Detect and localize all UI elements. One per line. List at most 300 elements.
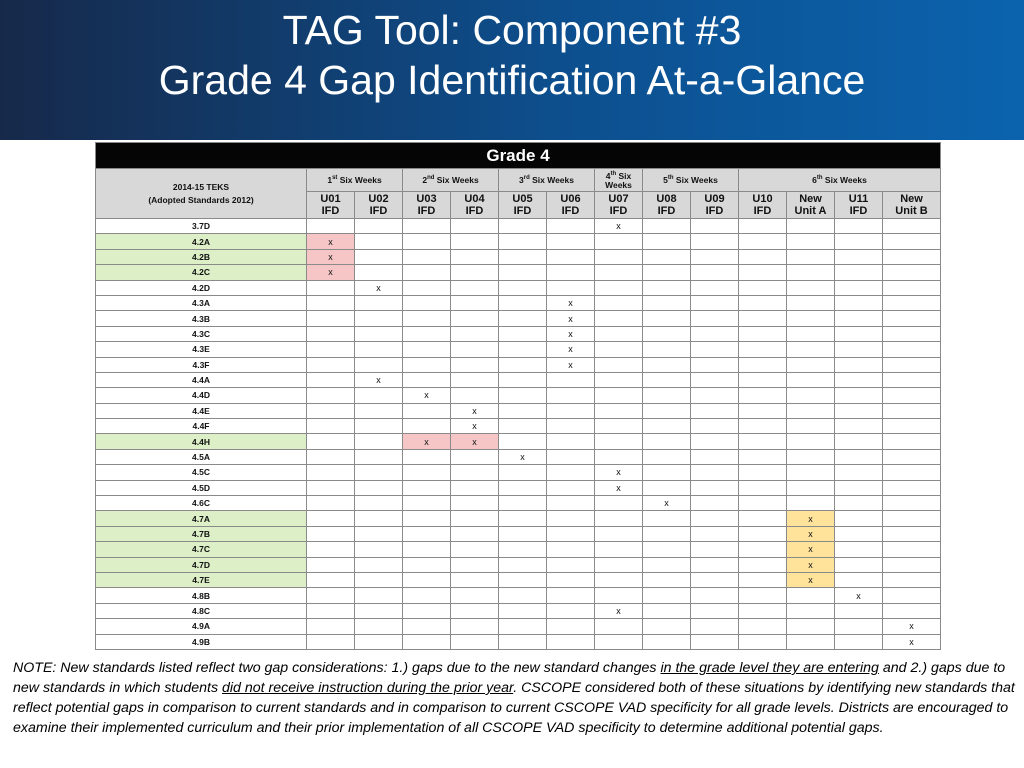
- table-row: [96, 634, 941, 649]
- unit-header: [643, 192, 691, 219]
- standard-cell: 4.7A: [96, 511, 307, 526]
- gap-mark-cell: x: [595, 219, 643, 234]
- table-row: [96, 480, 941, 495]
- empty-cell: [643, 511, 691, 526]
- empty-cell: [451, 634, 499, 649]
- empty-cell: [595, 572, 643, 587]
- empty-cell: [787, 434, 835, 449]
- empty-cell: [451, 496, 499, 511]
- empty-cell: [595, 588, 643, 603]
- empty-cell: [691, 449, 739, 464]
- gap-mark-cell: x: [451, 434, 499, 449]
- empty-cell: [307, 434, 355, 449]
- empty-cell: [595, 542, 643, 557]
- table-row: [96, 449, 941, 464]
- unit-type: IFD: [369, 205, 388, 217]
- empty-cell: [739, 465, 787, 480]
- empty-cell: [499, 311, 547, 326]
- empty-cell: [355, 619, 403, 634]
- empty-cell: [643, 342, 691, 357]
- standard-cell: 4.4E: [96, 403, 307, 418]
- empty-cell: [739, 619, 787, 634]
- gap-mark-cell: x: [643, 496, 691, 511]
- empty-cell: [307, 295, 355, 310]
- empty-cell: [307, 326, 355, 341]
- empty-cell: [787, 465, 835, 480]
- gap-mark-cell: x: [355, 280, 403, 295]
- empty-cell: [307, 480, 355, 495]
- empty-cell: [883, 280, 941, 295]
- empty-cell: [835, 619, 883, 634]
- six-weeks-ordinal: 3: [519, 175, 524, 185]
- empty-cell: [451, 572, 499, 587]
- empty-cell: [355, 496, 403, 511]
- empty-cell: [883, 542, 941, 557]
- empty-cell: [403, 480, 451, 495]
- empty-cell: [595, 511, 643, 526]
- standard-cell: 4.2D: [96, 280, 307, 295]
- empty-cell: [547, 419, 595, 434]
- empty-cell: [307, 557, 355, 572]
- gap-mark-cell: x: [787, 526, 835, 541]
- empty-cell: [643, 542, 691, 557]
- empty-cell: [739, 388, 787, 403]
- gap-mark-cell: x: [835, 588, 883, 603]
- gap-table-container: [95, 142, 940, 650]
- empty-cell: [835, 311, 883, 326]
- empty-cell: [499, 372, 547, 387]
- standard-cell: 4.2C: [96, 265, 307, 280]
- empty-cell: [883, 496, 941, 511]
- empty-cell: [787, 219, 835, 234]
- empty-cell: [835, 449, 883, 464]
- gap-mark-cell: x: [307, 249, 355, 264]
- empty-cell: [403, 372, 451, 387]
- empty-cell: [883, 588, 941, 603]
- empty-cell: [403, 511, 451, 526]
- empty-cell: [691, 542, 739, 557]
- table-row: [96, 619, 941, 634]
- empty-cell: [403, 619, 451, 634]
- empty-cell: [451, 372, 499, 387]
- empty-cell: [739, 234, 787, 249]
- empty-cell: [307, 419, 355, 434]
- empty-cell: [835, 249, 883, 264]
- empty-cell: [403, 249, 451, 264]
- empty-cell: [499, 588, 547, 603]
- empty-cell: [547, 219, 595, 234]
- empty-cell: [355, 557, 403, 572]
- empty-cell: [451, 326, 499, 341]
- empty-cell: [739, 496, 787, 511]
- gap-mark-cell: x: [595, 480, 643, 495]
- unit-type: IFD: [657, 205, 676, 217]
- unit-header: [787, 192, 835, 219]
- gap-mark-cell: x: [547, 326, 595, 341]
- empty-cell: [595, 372, 643, 387]
- empty-cell: [739, 557, 787, 572]
- empty-cell: [739, 357, 787, 372]
- empty-cell: [499, 619, 547, 634]
- table-row: [96, 419, 941, 434]
- empty-cell: [307, 619, 355, 634]
- empty-cell: [547, 388, 595, 403]
- standard-cell: 4.4F: [96, 419, 307, 434]
- empty-cell: [739, 403, 787, 418]
- empty-cell: [883, 249, 941, 264]
- empty-cell: [451, 542, 499, 557]
- standard-cell: 4.5C: [96, 465, 307, 480]
- standard-cell: 4.4A: [96, 372, 307, 387]
- empty-cell: [547, 403, 595, 418]
- empty-cell: [835, 372, 883, 387]
- empty-cell: [835, 434, 883, 449]
- table-row: [96, 265, 941, 280]
- empty-cell: [355, 634, 403, 649]
- table-row: [96, 219, 941, 234]
- empty-cell: [499, 511, 547, 526]
- gap-mark-cell: x: [547, 357, 595, 372]
- unit-header: [691, 192, 739, 219]
- empty-cell: [835, 634, 883, 649]
- empty-cell: [403, 219, 451, 234]
- empty-cell: [307, 511, 355, 526]
- empty-cell: [739, 342, 787, 357]
- empty-cell: [403, 557, 451, 572]
- empty-cell: [643, 280, 691, 295]
- empty-cell: [307, 572, 355, 587]
- empty-cell: [787, 603, 835, 618]
- empty-cell: [547, 265, 595, 280]
- empty-cell: [451, 603, 499, 618]
- standard-cell: 4.3A: [96, 295, 307, 310]
- footnote: [13, 658, 1017, 738]
- empty-cell: [691, 342, 739, 357]
- empty-cell: [739, 434, 787, 449]
- empty-cell: [595, 234, 643, 249]
- empty-cell: [451, 480, 499, 495]
- empty-cell: [787, 372, 835, 387]
- empty-cell: [691, 572, 739, 587]
- six-weeks-suffix: st: [332, 175, 338, 182]
- empty-cell: [451, 311, 499, 326]
- empty-cell: [691, 326, 739, 341]
- six-weeks-suffix: th: [816, 175, 823, 182]
- empty-cell: [403, 634, 451, 649]
- standard-cell: 4.7D: [96, 557, 307, 572]
- six-weeks-suffix: th: [610, 171, 617, 178]
- empty-cell: [595, 619, 643, 634]
- table-row: [96, 603, 941, 618]
- gap-mark-cell: x: [307, 265, 355, 280]
- empty-cell: [595, 496, 643, 511]
- six-weeks-header: [643, 169, 739, 192]
- title-banner: [0, 0, 1024, 140]
- empty-cell: [355, 357, 403, 372]
- empty-cell: [883, 449, 941, 464]
- empty-cell: [691, 634, 739, 649]
- empty-cell: [499, 434, 547, 449]
- unit-header: [595, 192, 643, 219]
- empty-cell: [307, 342, 355, 357]
- empty-cell: [835, 496, 883, 511]
- empty-cell: [643, 388, 691, 403]
- empty-cell: [499, 342, 547, 357]
- empty-cell: [499, 280, 547, 295]
- empty-cell: [739, 249, 787, 264]
- empty-cell: [307, 449, 355, 464]
- empty-cell: [403, 496, 451, 511]
- unit-type: IFD: [753, 205, 772, 217]
- empty-cell: [739, 588, 787, 603]
- gap-mark-cell: x: [787, 557, 835, 572]
- empty-cell: [451, 557, 499, 572]
- unit-type: IFD: [705, 205, 724, 217]
- unit-code: U03: [416, 193, 437, 205]
- table-row: [96, 295, 941, 310]
- empty-cell: [835, 388, 883, 403]
- empty-cell: [547, 249, 595, 264]
- empty-cell: [691, 557, 739, 572]
- empty-cell: [307, 526, 355, 541]
- empty-cell: [691, 388, 739, 403]
- empty-cell: [787, 403, 835, 418]
- gap-mark-cell: x: [547, 311, 595, 326]
- empty-cell: [355, 511, 403, 526]
- empty-cell: [643, 526, 691, 541]
- empty-cell: [835, 572, 883, 587]
- unit-header: [547, 192, 595, 219]
- empty-cell: [835, 403, 883, 418]
- six-weeks-ordinal: 6: [812, 175, 817, 185]
- empty-cell: [739, 634, 787, 649]
- empty-cell: [835, 219, 883, 234]
- empty-cell: [691, 480, 739, 495]
- unit-header: [883, 192, 941, 219]
- empty-cell: [691, 419, 739, 434]
- empty-cell: [547, 588, 595, 603]
- gap-mark-cell: x: [499, 449, 547, 464]
- unit-header: [499, 192, 547, 219]
- standard-cell: 4.7B: [96, 526, 307, 541]
- empty-cell: [595, 326, 643, 341]
- empty-cell: [403, 603, 451, 618]
- empty-cell: [355, 480, 403, 495]
- unit-header: [355, 192, 403, 219]
- empty-cell: [403, 295, 451, 310]
- empty-cell: [787, 419, 835, 434]
- empty-cell: [595, 311, 643, 326]
- unit-code: U10: [752, 193, 773, 205]
- empty-cell: [643, 449, 691, 464]
- table-row: [96, 388, 941, 403]
- empty-cell: [403, 588, 451, 603]
- six-weeks-suffix: rd: [523, 175, 530, 182]
- table-row: [96, 542, 941, 557]
- empty-cell: [739, 603, 787, 618]
- slide-title-line1: TAG Tool: Component #3: [282, 7, 742, 53]
- empty-cell: [883, 265, 941, 280]
- empty-cell: [883, 372, 941, 387]
- empty-cell: [451, 511, 499, 526]
- empty-cell: [883, 403, 941, 418]
- empty-cell: [691, 357, 739, 372]
- six-weeks-label: Six Weeks: [434, 175, 479, 185]
- empty-cell: [307, 219, 355, 234]
- empty-cell: [403, 449, 451, 464]
- six-weeks-label: Six Weeks: [605, 170, 632, 190]
- standard-cell: 4.4H: [96, 434, 307, 449]
- unit-type: IFD: [321, 205, 340, 217]
- empty-cell: [403, 419, 451, 434]
- empty-cell: [835, 234, 883, 249]
- gap-mark-cell: x: [595, 465, 643, 480]
- gap-mark-cell: x: [403, 388, 451, 403]
- empty-cell: [691, 434, 739, 449]
- empty-cell: [787, 588, 835, 603]
- unit-type: IFD: [417, 205, 436, 217]
- empty-cell: [451, 449, 499, 464]
- unit-type: IFD: [513, 205, 532, 217]
- unit-header: [739, 192, 787, 219]
- empty-cell: [787, 249, 835, 264]
- empty-cell: [595, 449, 643, 464]
- unit-header: [835, 192, 883, 219]
- empty-cell: [643, 219, 691, 234]
- empty-cell: [499, 234, 547, 249]
- six-weeks-ordinal: 4: [605, 170, 611, 181]
- empty-cell: [691, 265, 739, 280]
- empty-cell: [643, 634, 691, 649]
- standard-cell: 4.9A: [96, 619, 307, 634]
- standard-cell: 4.5A: [96, 449, 307, 464]
- empty-cell: [835, 557, 883, 572]
- empty-cell: [595, 249, 643, 264]
- empty-cell: [883, 603, 941, 618]
- standard-cell: 4.4D: [96, 388, 307, 403]
- empty-cell: [883, 572, 941, 587]
- empty-cell: [307, 357, 355, 372]
- empty-cell: [547, 603, 595, 618]
- empty-cell: [499, 388, 547, 403]
- empty-cell: [883, 326, 941, 341]
- empty-cell: [739, 542, 787, 557]
- unit-code: U06: [560, 193, 581, 205]
- unit-code: U04: [464, 193, 485, 205]
- six-weeks-ordinal: 2: [422, 175, 428, 185]
- note-text-3: . CSCOPE considered both of these situations by identifying new standards that reflect potential gaps in comparison to current standards and in comparison to current CSCOPE VAD specificity for all grade levels. Districts are encouraged to examine their implemented curriculum and their prior implementation of all CSCOPE VAD specificity to determine additional potential gaps.: [13, 680, 1015, 736]
- slide-title-line2: Grade 4 Gap Identification At-a-Glance: [158, 57, 866, 103]
- empty-cell: [787, 342, 835, 357]
- empty-cell: [403, 357, 451, 372]
- empty-cell: [451, 619, 499, 634]
- empty-cell: [451, 219, 499, 234]
- unit-type: IFD: [465, 205, 484, 217]
- empty-cell: [739, 280, 787, 295]
- empty-cell: [643, 480, 691, 495]
- empty-cell: [547, 465, 595, 480]
- empty-cell: [835, 419, 883, 434]
- empty-cell: [595, 342, 643, 357]
- table-row: [96, 234, 941, 249]
- empty-cell: [403, 280, 451, 295]
- empty-cell: [499, 419, 547, 434]
- empty-cell: [547, 234, 595, 249]
- table-row: [96, 249, 941, 264]
- empty-cell: [451, 357, 499, 372]
- unit-code: New: [799, 193, 822, 205]
- empty-cell: [499, 572, 547, 587]
- empty-cell: [835, 326, 883, 341]
- empty-cell: [835, 295, 883, 310]
- empty-cell: [403, 265, 451, 280]
- empty-cell: [835, 342, 883, 357]
- empty-cell: [787, 234, 835, 249]
- unit-code: U07: [608, 193, 629, 205]
- standard-cell: 4.3B: [96, 311, 307, 326]
- empty-cell: [691, 372, 739, 387]
- empty-cell: [595, 434, 643, 449]
- empty-cell: [451, 234, 499, 249]
- empty-cell: [355, 572, 403, 587]
- empty-cell: [739, 511, 787, 526]
- empty-cell: [547, 511, 595, 526]
- empty-cell: [691, 619, 739, 634]
- empty-cell: [547, 496, 595, 511]
- empty-cell: [835, 280, 883, 295]
- empty-cell: [307, 603, 355, 618]
- six-weeks-header: [403, 169, 499, 192]
- empty-cell: [499, 295, 547, 310]
- standard-cell: 4.2A: [96, 234, 307, 249]
- empty-cell: [307, 311, 355, 326]
- empty-cell: [835, 480, 883, 495]
- table-row: [96, 511, 941, 526]
- table-row: [96, 496, 941, 511]
- empty-cell: [643, 588, 691, 603]
- empty-cell: [739, 219, 787, 234]
- empty-cell: [355, 249, 403, 264]
- table-row: [96, 342, 941, 357]
- empty-cell: [307, 542, 355, 557]
- empty-cell: [355, 234, 403, 249]
- empty-cell: [547, 526, 595, 541]
- gap-mark-cell: x: [451, 419, 499, 434]
- empty-cell: [595, 265, 643, 280]
- gap-mark-cell: x: [403, 434, 451, 449]
- empty-cell: [787, 480, 835, 495]
- unit-type: IFD: [561, 205, 580, 217]
- empty-cell: [355, 465, 403, 480]
- empty-cell: [499, 496, 547, 511]
- empty-cell: [547, 634, 595, 649]
- empty-cell: [883, 526, 941, 541]
- six-weeks-label: Six Weeks: [337, 175, 382, 185]
- standard-cell: 4.7E: [96, 572, 307, 587]
- standard-cell: 4.3E: [96, 342, 307, 357]
- empty-cell: [835, 465, 883, 480]
- unit-header: [403, 192, 451, 219]
- empty-cell: [307, 280, 355, 295]
- table-row: [96, 326, 941, 341]
- empty-cell: [403, 234, 451, 249]
- empty-cell: [835, 511, 883, 526]
- table-row: [96, 557, 941, 572]
- empty-cell: [691, 311, 739, 326]
- table-row: [96, 434, 941, 449]
- empty-cell: [739, 372, 787, 387]
- empty-cell: [643, 572, 691, 587]
